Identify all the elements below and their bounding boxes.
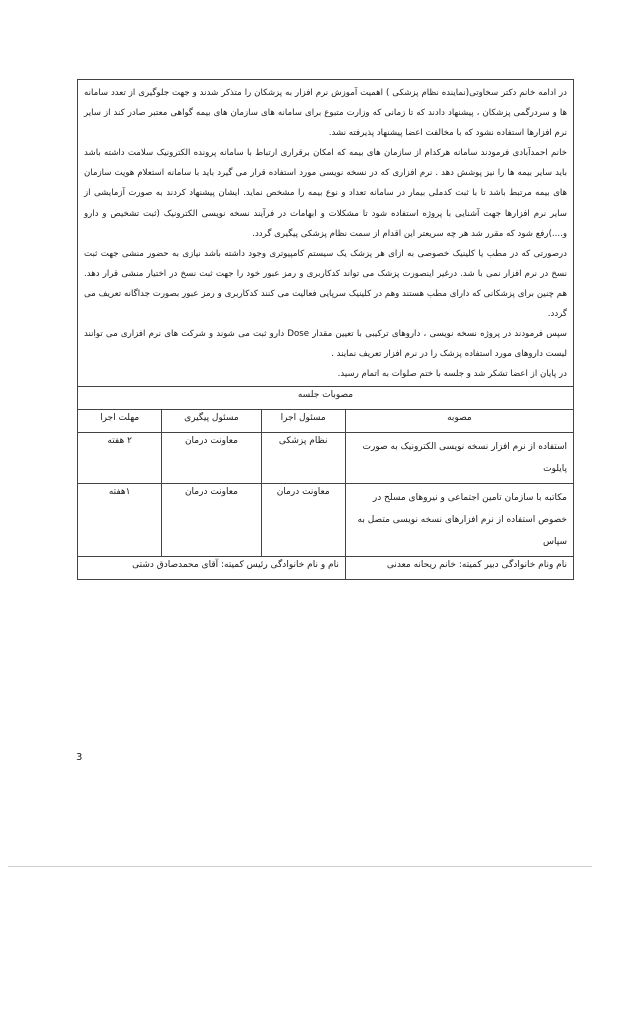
- resolution-cell: مکاتبه با سازمان تامین اجتماعی و نیروهای مسلح در خصوص استفاده از نرم افزارهای نسخه نویسی متصل به سپاس: [345, 484, 573, 557]
- chair-name: نام و نام خانوادگی رئیس کمیته: آقای محمدصادق دشتی: [78, 557, 346, 580]
- column-header-executor: مسئول اجرا: [261, 410, 345, 433]
- signature-row: [78, 557, 574, 580]
- table-header-row: [78, 410, 574, 433]
- table-caption-row: [78, 387, 574, 410]
- deadline-cell: ۱هفته: [78, 484, 162, 557]
- resolution-cell: استفاده از نرم افزار نسخه نویسی الکترونیک به صورت پایلوت: [345, 433, 573, 484]
- resolutions-table: [77, 386, 574, 580]
- paragraph: در ادامه خانم دکتر سخاوتی(نماینده نظام پزشکی ) اهمیت آموزش نرم افزار به پزشکان را متذکر شدند و جهت جلوگیری از تعدد سامانه ها و سردرگمی پزشکان ، پیشنهاد دادند که تا زمانی که وزارت متبوع برای سامانه های سازمان های بیمه گواهی معتبر صادر کند از سایر نرم افزارها استفاده نشود که با مخالفت اعضا پیشنهاد پذیرفته نشد.: [84, 88, 567, 139]
- secretary-name: نام ونام خانوادگی دبیر کمیته: خانم ریحانه معدنی: [345, 557, 573, 580]
- page-number: 3: [76, 752, 83, 763]
- meeting-narrative: [77, 79, 574, 386]
- column-header-follow-up: مسئول پیگیری: [162, 410, 261, 433]
- table-caption: مصوبات جلسه: [78, 387, 574, 410]
- follow-up-cell: معاونت درمان: [162, 433, 261, 484]
- column-header-resolution: مصوبه: [345, 410, 573, 433]
- paragraph: خانم احمدآبادی فرمودند سامانه هرکدام از سازمان های بیمه که امکان برقراری ارتباط با سامانه پرونده الکترونیک سلامت داشته باشد باید سایر بیمه ها را نیز پوشش دهد . نرم افزاری که در نسخه نویسی مورد استفاده قرار می گیرد باید با سامانه استعلام هویت سازمان های بیمه مرتبط باشد تا با ثبت کدملی بیمار در سامانه تعداد و نوع بیمه را مشخص نماید. ایشان پیشنهاد کردند به صورت آزمایشی از سایر نرم افزارها جهت آشنایی با پروژه استفاده شود تا مشکلات و ابهامات در فرآیند نسخه نویسی الکترونیک (ثبت تشخیص و دارو و....)رفع شود که مقرر شد هر چه سریعتر این اقدام از سمت نظام پزشکی پیگیری گردد.: [84, 148, 567, 239]
- table-row: [78, 433, 574, 484]
- column-header-deadline: مهلت اجرا: [78, 410, 162, 433]
- paragraph: در پایان از اعضا تشکر شد و جلسه با ختم صلوات به اتمام رسید.: [337, 369, 567, 380]
- deadline-cell: ۲ هفته: [78, 433, 162, 484]
- paragraph: درصورتی که در مطب یا کلینیک خصوصی به ازای هر پزشک یک سیستم کامپیوتری وجود داشته باشد نیازی به حضور منشی جهت ثبت نسخ در نرم افزار نمی با شد. درغیر اینصورت پزشک می تواند کدکاربری و رمز عبور خود را جهت ثبت نسخ در اختیار منشی قرار دهد. هم چنین برای پزشکانی که دارای مطب هستند وهم در کلینیک سرپایی فعالیت می کنند کدکاربری و رمز عبور بصورت جداگانه تعریف می گردد.: [84, 248, 567, 320]
- scan-edge-divider: [8, 866, 592, 867]
- table-row: [78, 484, 574, 557]
- minutes-document: [77, 79, 574, 580]
- executor-cell: معاونت درمان: [261, 484, 345, 557]
- follow-up-cell: معاونت درمان: [162, 484, 261, 557]
- paragraph: سپس فرمودند در پروژه نسخه نویسی ، داروهای ترکیبی با تعیین مقدار Dose دارو ثبت می شوند و شرکت های نرم افزاری می توانند لیست داروهای مورد استفاده پزشک را در نرم افزار تعریف نمایند .: [84, 329, 567, 360]
- executor-cell: نظام پزشکی: [261, 433, 345, 484]
